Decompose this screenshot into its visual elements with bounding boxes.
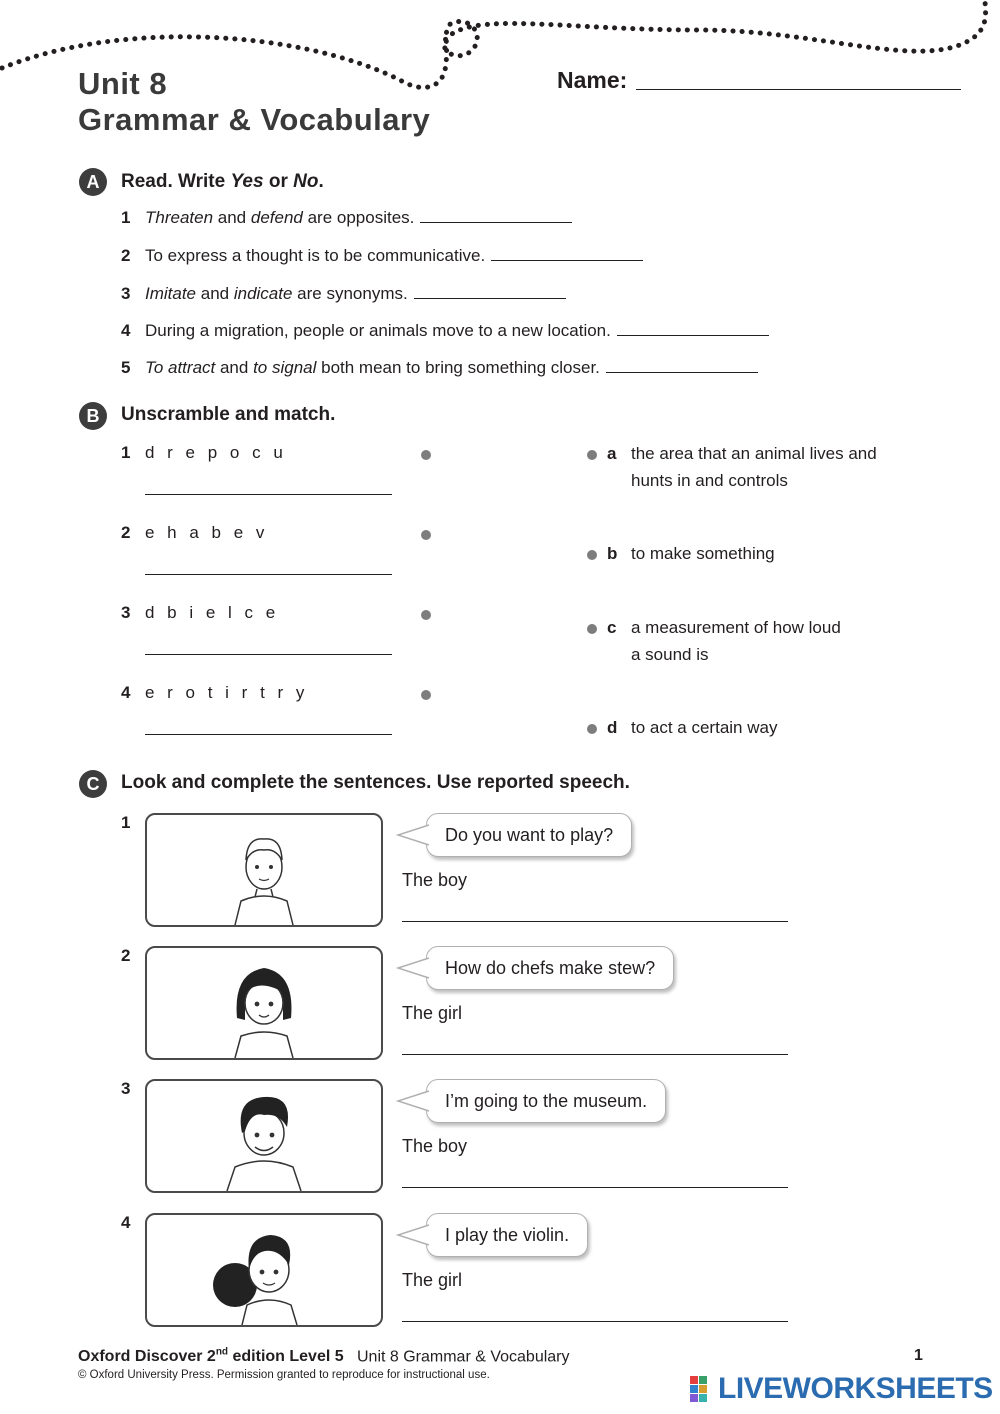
speech-bubble: How do chefs make stew? — [426, 946, 674, 990]
reported-speech-answer-line[interactable] — [402, 920, 788, 922]
definition-letter: b — [607, 544, 618, 563]
word-number: 3 — [121, 603, 131, 622]
definition-letter: c — [607, 618, 617, 637]
scrambled-word: d b i e l c e — [145, 603, 280, 622]
answer-blank[interactable] — [491, 259, 643, 261]
match-dot-right[interactable] — [587, 550, 597, 560]
reported-speech-answer-line[interactable] — [402, 1186, 788, 1188]
match-dot-right[interactable] — [587, 724, 597, 734]
scrambled-word: e h a b e v — [145, 523, 269, 542]
footer-unit-label: Unit 8 Grammar & Vocabulary — [356, 1348, 570, 1366]
section-b-title: Unscramble and match. — [121, 404, 336, 425]
item-number: 4 — [121, 1213, 131, 1232]
question-number: 4 — [121, 321, 131, 340]
question-number: 2 — [121, 246, 131, 265]
definition-text: to act a certain way — [631, 718, 778, 737]
answer-blank[interactable] — [617, 334, 769, 336]
definition-text: the area that an animal lives and hunts in and controls — [631, 444, 877, 490]
footer-series: Oxford Discover 2nd edition Level 5 Unit 8 Grammar & Vocabulary — [78, 1347, 570, 1366]
scrambled-word: d r e p o c u — [145, 443, 287, 462]
character-picture — [145, 946, 383, 1060]
boy-spiky-hair-illustration — [147, 815, 381, 925]
definition-text: to make something — [631, 544, 775, 563]
girl-bob-hair-illustration — [147, 948, 381, 1058]
question-text: Imitate and indicate are synonyms. — [145, 284, 566, 304]
section-a-title: Read. Write Yes or No. — [121, 171, 324, 192]
answer-blank[interactable] — [420, 221, 572, 223]
scrambled-word: e r o t i r t r y — [145, 683, 309, 702]
definition-letter: a — [607, 444, 617, 463]
section-b-badge: B — [79, 402, 107, 430]
word-number: 2 — [121, 523, 131, 542]
character-picture — [145, 813, 383, 927]
speech-bubble: Do you want to play? — [426, 813, 632, 857]
sentence-subject: The girl — [402, 1003, 463, 1023]
speech-bubble: I’m going to the museum. — [426, 1079, 666, 1123]
match-dot-left[interactable] — [421, 690, 431, 700]
liveworksheets-logo-icon — [690, 1376, 716, 1402]
speech-bubble: I play the violin. — [426, 1213, 588, 1257]
character-picture — [145, 1079, 383, 1193]
unscramble-answer-line[interactable] — [145, 573, 392, 575]
reported-speech-answer-line[interactable] — [402, 1320, 788, 1322]
answer-blank[interactable] — [414, 297, 566, 299]
copyright-notice: © Oxford University Press. Permission granted to reproduce for instructional use. — [78, 1369, 490, 1381]
name-input-line[interactable] — [636, 89, 961, 90]
section-c-title: Look and complete the sentences. Use reported speech. — [121, 772, 630, 793]
reported-speech-answer-line[interactable] — [402, 1053, 788, 1055]
speech-bubble-tail — [396, 1090, 430, 1112]
question-text: To express a thought is to be communicative. — [145, 246, 643, 266]
word-number: 1 — [121, 443, 131, 462]
sentence-subject: The boy — [402, 870, 468, 890]
sentence-subject: The boy — [402, 1136, 468, 1156]
speech-bubble-tail — [396, 824, 430, 846]
word-number: 4 — [121, 683, 131, 702]
unscramble-answer-line[interactable] — [145, 653, 392, 655]
question-text: During a migration, people or animals move to a new location. — [145, 321, 769, 341]
character-picture — [145, 1213, 383, 1327]
item-number: 3 — [121, 1079, 131, 1098]
match-dot-left[interactable] — [421, 450, 431, 460]
page-number: 1 — [914, 1347, 923, 1364]
match-dot-right[interactable] — [587, 624, 597, 634]
boy-dark-hair-illustration — [147, 1081, 381, 1191]
question-text: To attract and to signal both mean to bring something closer. — [145, 358, 758, 378]
match-dot-left[interactable] — [421, 530, 431, 540]
match-dot-right[interactable] — [587, 450, 597, 460]
speech-bubble-tail — [396, 1224, 430, 1246]
girl-ponytail-illustration — [147, 1215, 381, 1325]
section-c-badge: C — [79, 770, 107, 798]
section-a-badge: A — [79, 168, 107, 196]
item-number: 1 — [121, 813, 131, 832]
name-label: Name: — [557, 67, 628, 93]
item-number: 2 — [121, 946, 131, 965]
definition-text: a measurement of how loud a sound is — [631, 618, 841, 664]
question-text: Threaten and defend are opposites. — [145, 208, 572, 228]
question-number: 3 — [121, 284, 131, 303]
question-number: 1 — [121, 208, 131, 227]
answer-blank[interactable] — [606, 371, 758, 373]
page-subtitle: Grammar & Vocabulary — [78, 102, 431, 137]
unscramble-answer-line[interactable] — [145, 493, 392, 495]
sentence-subject: The girl — [402, 1270, 463, 1290]
speech-bubble-tail — [396, 957, 430, 979]
liveworksheets-brand: LIVEWORKSHEETS — [718, 1372, 993, 1405]
match-dot-left[interactable] — [421, 610, 431, 620]
unscramble-answer-line[interactable] — [145, 733, 392, 735]
question-number: 5 — [121, 358, 131, 377]
definition-letter: d — [607, 718, 618, 737]
unit-title: Unit 8 — [78, 66, 168, 101]
